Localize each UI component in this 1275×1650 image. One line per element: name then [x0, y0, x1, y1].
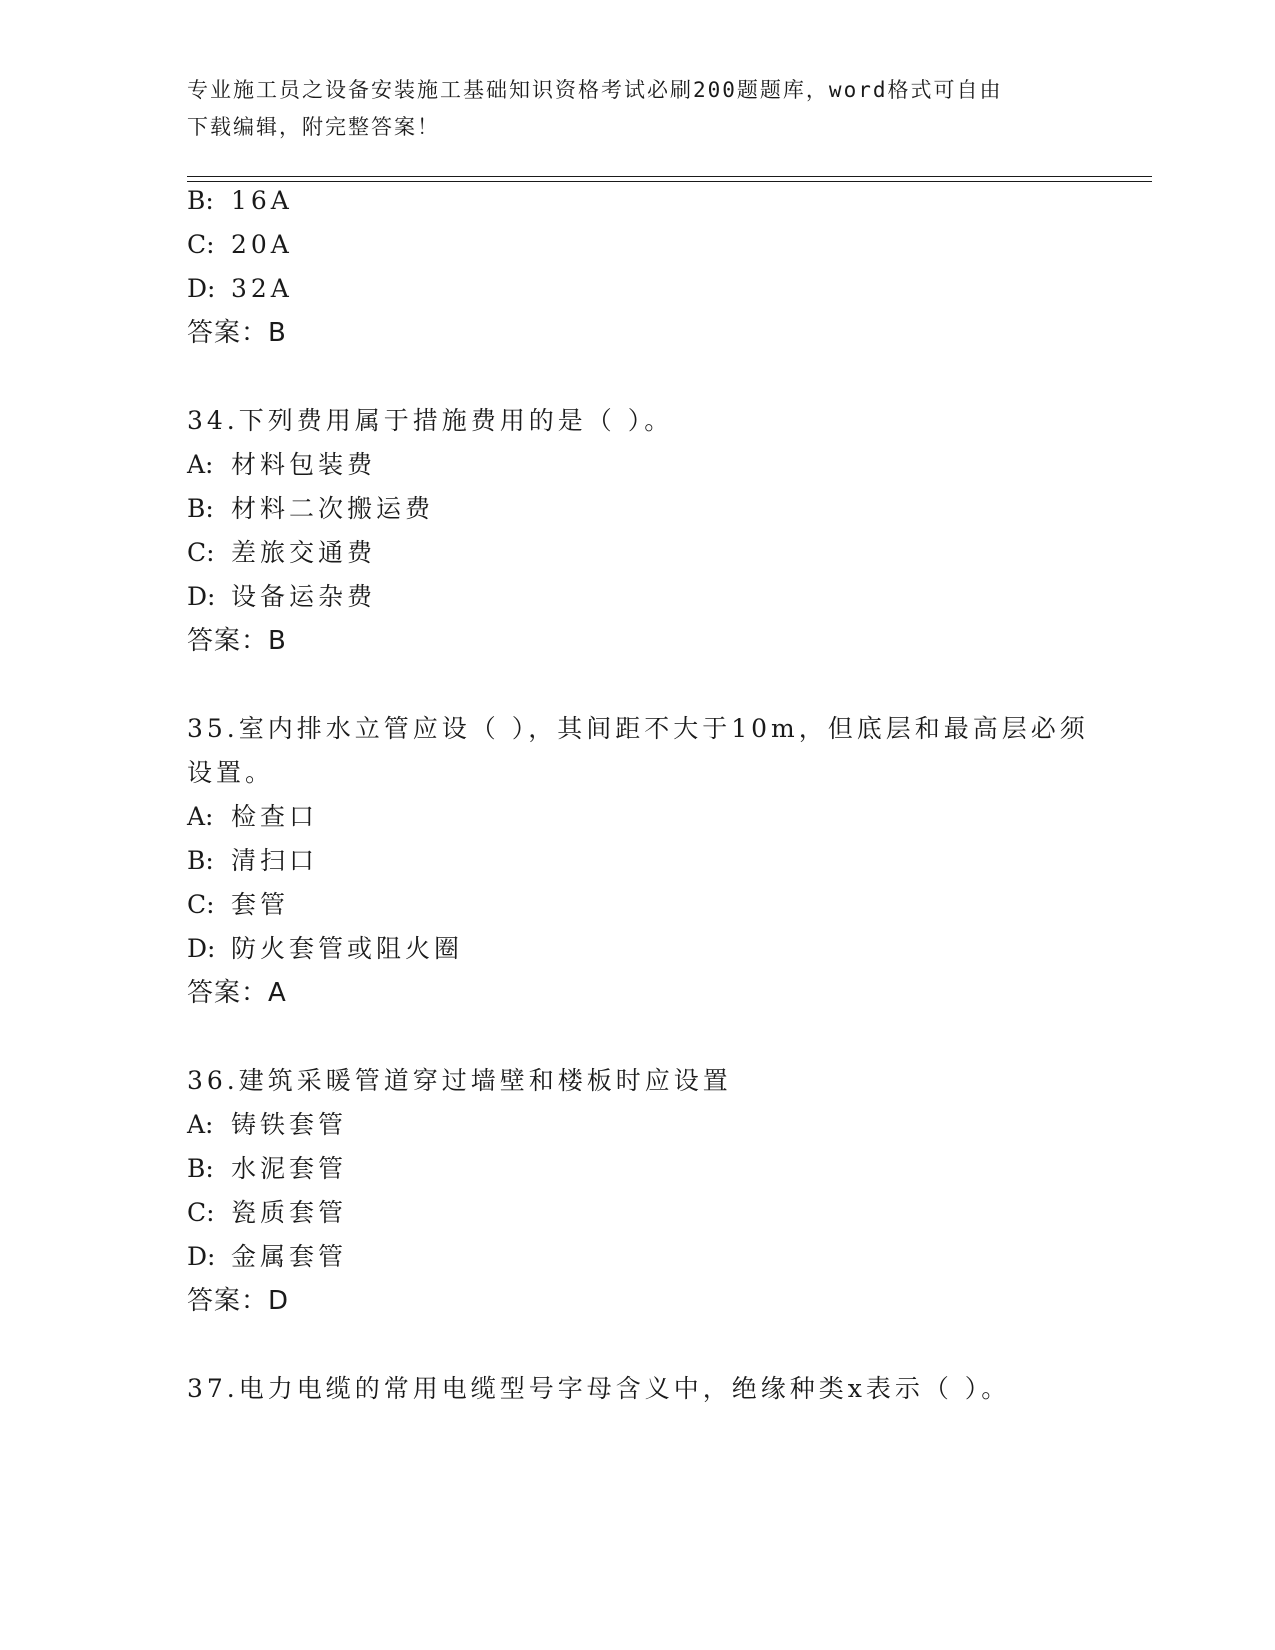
option-letter: C: — [187, 890, 215, 919]
option-text: 16A — [231, 186, 293, 215]
option-letter: B: — [187, 1154, 214, 1183]
q33-answer: 答案：B — [187, 318, 287, 348]
header-line-2: 下载编辑，附完整答案！ — [187, 115, 440, 139]
q36-option-d — [187, 1242, 347, 1272]
option-letter: D: — [187, 582, 216, 611]
option-text: 材料二次搬运费 — [231, 494, 435, 523]
q35-option-a — [187, 802, 318, 832]
q36-option-c — [187, 1198, 347, 1228]
option-letter: B: — [187, 494, 214, 523]
q35-answer: 答案：A — [187, 978, 287, 1008]
q36-option-a — [187, 1110, 347, 1140]
q37-question: 37.电力电缆的常用电缆型号字母含义中，绝缘种类x表示（ ）。 — [187, 1374, 1011, 1403]
option-text: 材料包装费 — [231, 450, 377, 479]
q36-option-b — [187, 1154, 347, 1184]
option-text: 20A — [231, 230, 293, 259]
option-text: 铸铁套管 — [231, 1110, 348, 1139]
option-text: 清扫口 — [231, 846, 319, 875]
option-letter: C: — [187, 230, 215, 259]
option-text: 瓷质套管 — [231, 1198, 348, 1227]
option-letter: B: — [187, 846, 214, 875]
header-rule-top — [187, 176, 1152, 177]
option-letter: D: — [187, 1242, 216, 1271]
document-header — [187, 72, 1087, 146]
q34-option-c — [187, 538, 376, 568]
option-letter: C: — [187, 538, 215, 567]
q35-option-b — [187, 846, 318, 876]
q33-option-d — [187, 274, 293, 304]
q33-option-b — [187, 186, 293, 216]
q35-option-d — [187, 934, 463, 964]
option-text: 套管 — [231, 890, 290, 919]
option-letter: B: — [187, 186, 214, 215]
q36-question: 36.建筑采暖管道穿过墙壁和楼板时应设置 — [187, 1066, 732, 1095]
option-text: 32A — [231, 274, 293, 303]
option-text: 差旅交通费 — [231, 538, 377, 567]
q35-option-c — [187, 890, 289, 920]
option-text: 检查口 — [231, 802, 319, 831]
option-text: 防火套管或阻火圈 — [231, 934, 464, 963]
q35-question-line-1: 35.室内排水立管应设（ ），其间距不大于10m，但底层和最高层必须 — [187, 714, 1089, 743]
q34-option-b — [187, 494, 434, 524]
header-line-1: 专业施工员之设备安装施工基础知识资格考试必刷200题题库，word格式可自由 — [187, 78, 1003, 102]
option-text: 设备运杂费 — [231, 582, 377, 611]
q36-answer: 答案：D — [187, 1286, 290, 1316]
q34-option-a — [187, 450, 376, 480]
q34-option-d — [187, 582, 376, 612]
q35-question-line-2: 设置。 — [187, 758, 275, 787]
option-letter: A: — [187, 802, 214, 831]
option-letter: D: — [187, 274, 216, 303]
option-text: 水泥套管 — [231, 1154, 348, 1183]
option-letter: C: — [187, 1198, 215, 1227]
q34-answer: 答案：B — [187, 626, 287, 656]
header-rule-bottom — [187, 181, 1152, 182]
q33-option-c — [187, 230, 293, 260]
option-letter: A: — [187, 450, 214, 479]
q34-question: 34.下列费用属于措施费用的是（ ）。 — [187, 406, 674, 435]
option-text: 金属套管 — [231, 1242, 348, 1271]
option-letter: A: — [187, 1110, 214, 1139]
option-letter: D: — [187, 934, 216, 963]
